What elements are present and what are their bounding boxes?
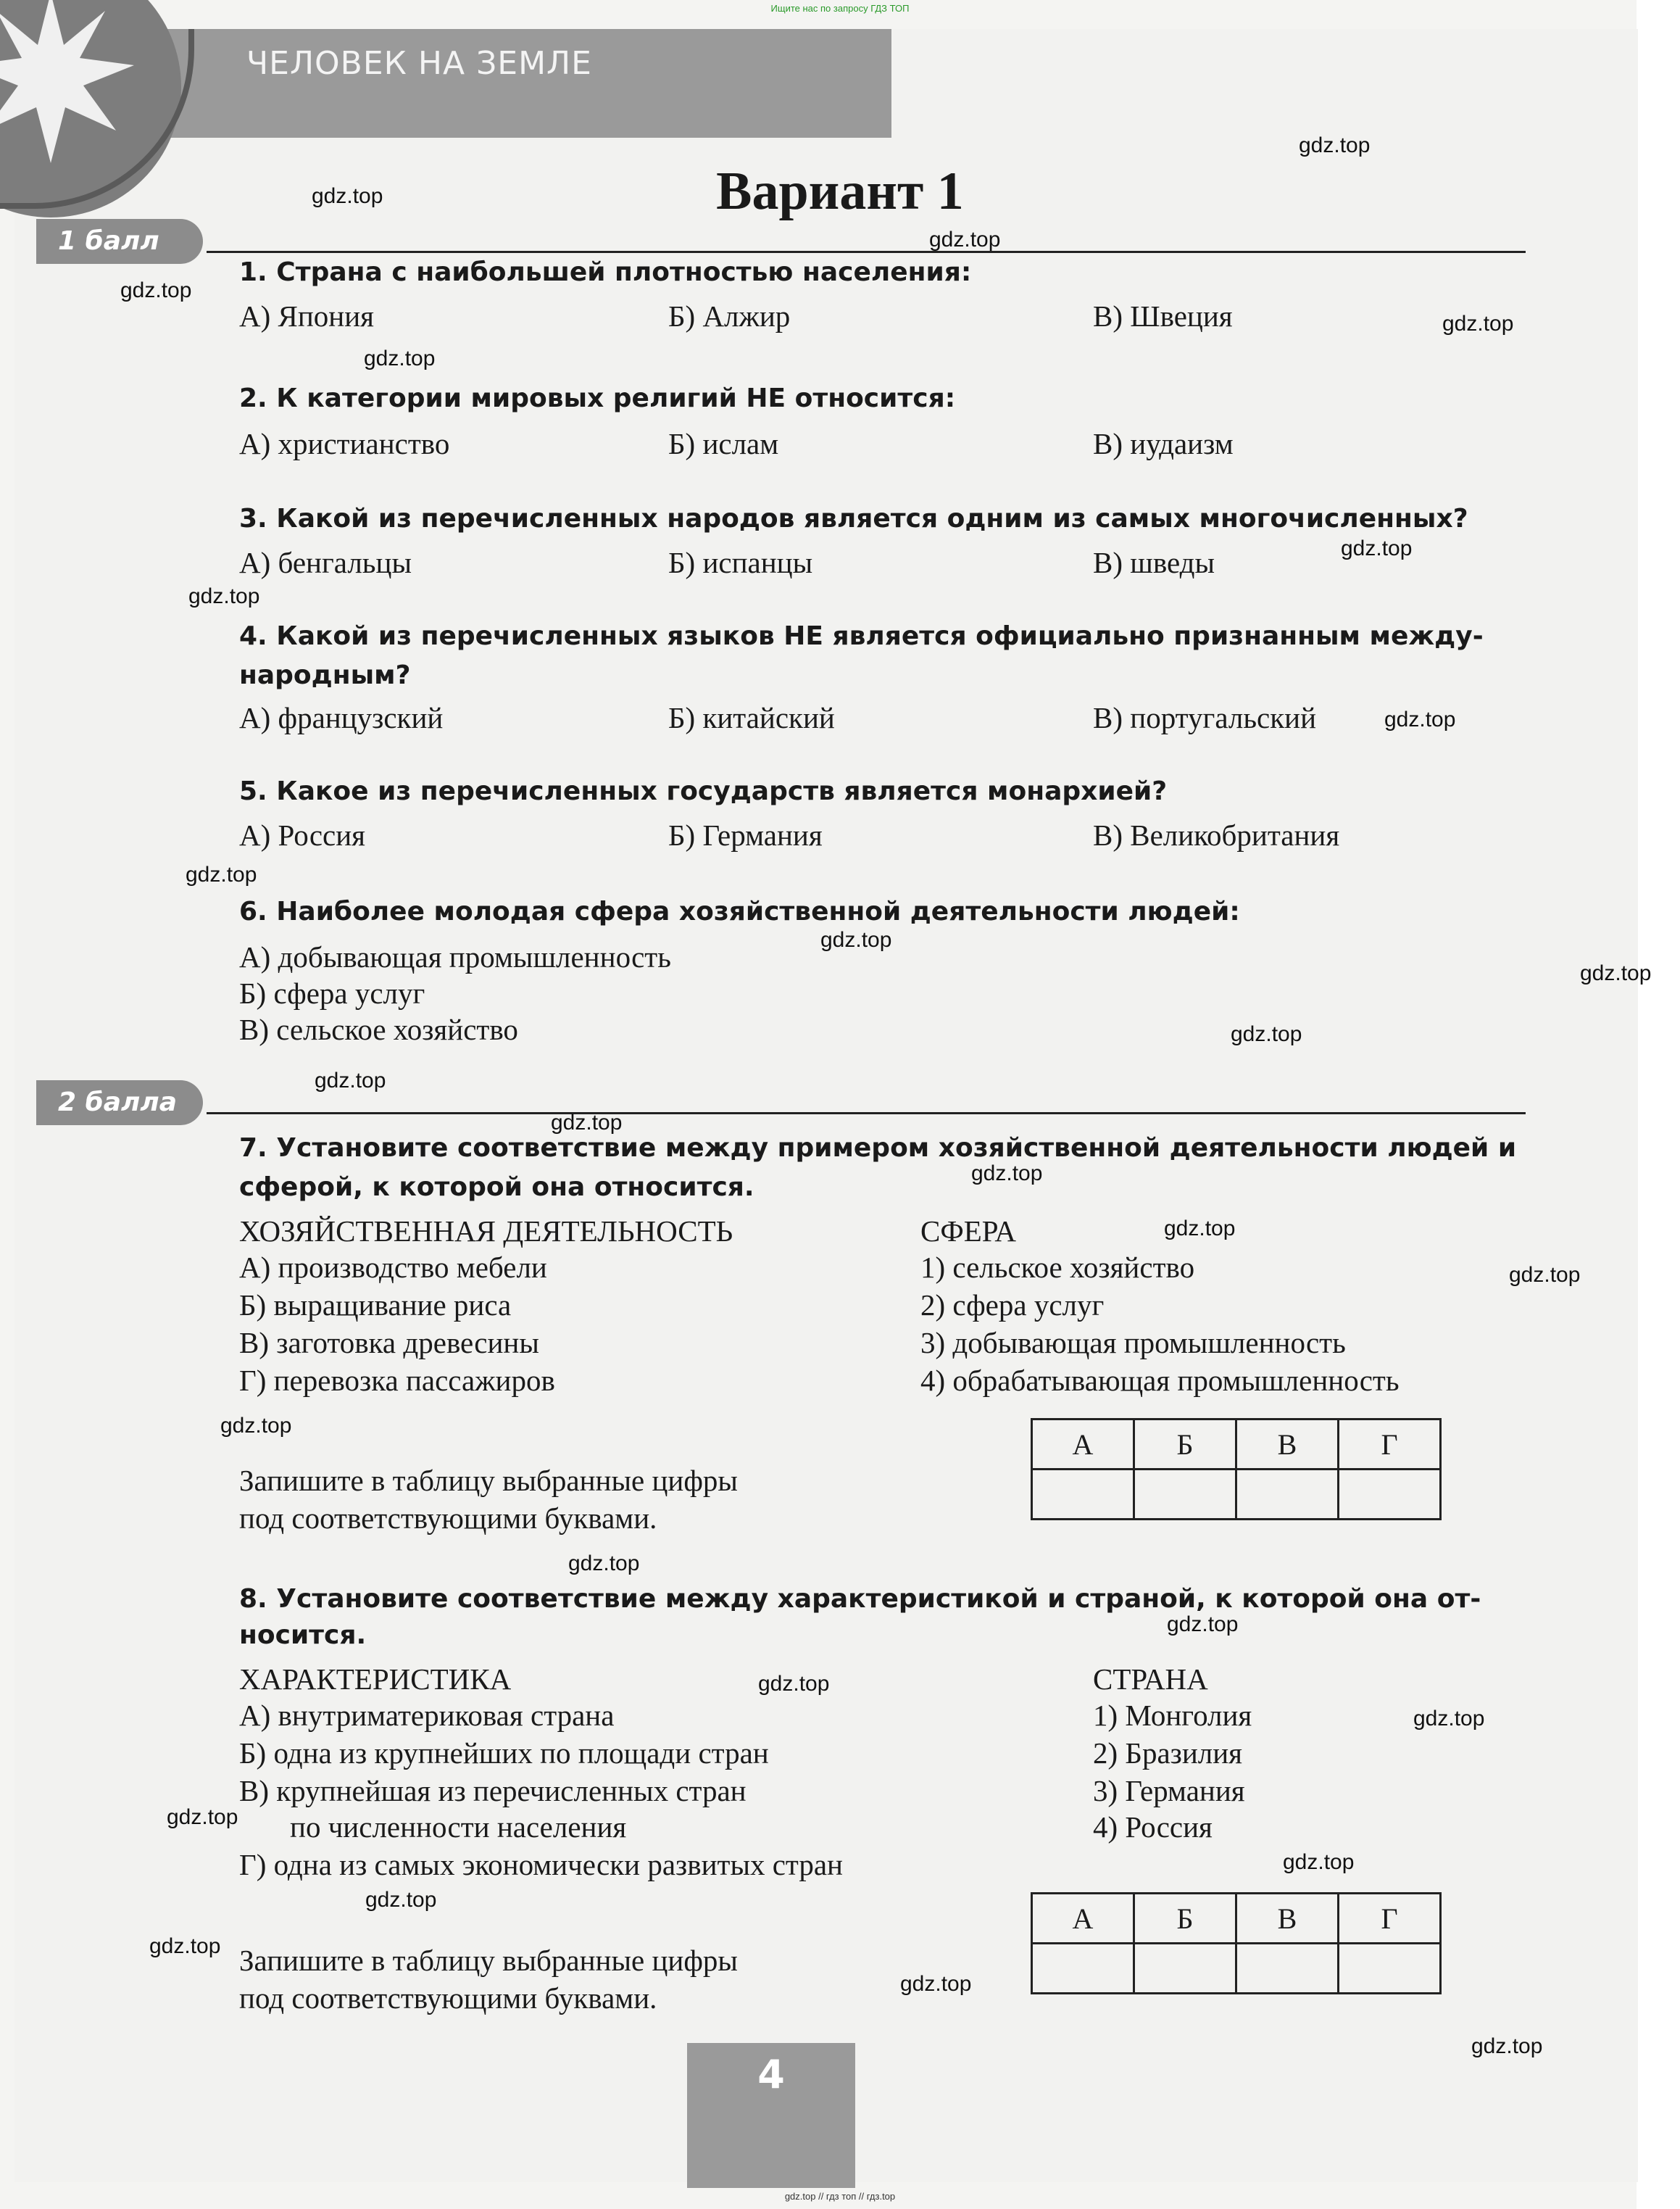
watermark: gdz.top <box>1283 1850 1355 1874</box>
question-number: 8. <box>239 1584 267 1614</box>
q8-left-item-cont: по численности населения <box>290 1810 627 1844</box>
q7-right-item: 1) сельское хозяйство <box>920 1251 1195 1284</box>
option-2a: А) христианство <box>239 427 450 460</box>
watermark: gdz.top <box>167 1805 238 1829</box>
answer-cell[interactable] <box>1134 1470 1236 1520</box>
question-4-text <box>239 618 1536 655</box>
option-4a: А) французский <box>239 701 444 734</box>
watermark: gdz.top <box>551 1111 623 1135</box>
page-number: 4 <box>757 2052 785 2097</box>
option-3c: В) шведы <box>1093 546 1215 579</box>
option-1a: А) Япония <box>239 299 375 333</box>
option-6c: В) сельское хозяйство <box>239 1013 518 1046</box>
watermark: gdz.top <box>929 228 1001 252</box>
q7-left-item: Г) перевозка пассажиров <box>239 1364 555 1397</box>
question-text: Установите соответствие между характеристикой и страной, к которой она от- <box>276 1584 1481 1614</box>
watermark: gdz.top <box>365 1888 437 1912</box>
watermark: gdz.top <box>120 278 192 302</box>
watermark: gdz.top <box>364 347 436 370</box>
watermark: gdz.top <box>900 1972 972 1996</box>
question-number: 5. <box>239 776 267 806</box>
watermark: gdz.top <box>315 1069 386 1093</box>
q8-instruction-cont: под соответствующими буквами. <box>239 1981 657 2015</box>
table-header-cell: Г <box>1339 1894 1441 1944</box>
q8-right-item: 3) Германия <box>1093 1774 1245 1807</box>
table-header-cell: Б <box>1134 1420 1236 1470</box>
q7-left-header: ХОЗЯЙСТВЕННАЯ ДЕЯТЕЛЬНОСТЬ <box>239 1214 733 1248</box>
question-1-text <box>239 254 1536 291</box>
q8-answer-table <box>1031 1892 1442 1994</box>
answer-cell[interactable] <box>1236 1944 1339 1994</box>
header-title: ЧЕЛОВЕК НА ЗЕМЛЕ <box>246 45 592 82</box>
watermark: gdz.top <box>1231 1022 1302 1046</box>
question-text: Какой из перечисленных языков НЕ является официально признанным между- <box>276 621 1484 651</box>
option-2b: Б) ислам <box>668 427 779 460</box>
page-edge <box>1637 0 1680 2209</box>
score-divider-2 <box>207 1112 1526 1114</box>
question-number: 7. <box>239 1133 267 1163</box>
option-1c: В) Швеция <box>1093 299 1233 333</box>
question-5-text <box>239 773 1536 811</box>
q8-left-item: А) внутриматериковая страна <box>239 1699 615 1732</box>
question-4-text-cont: народным? <box>239 660 411 690</box>
q7-instruction: Запишите в таблицу выбранные цифры <box>239 1464 738 1497</box>
table-header-cell: В <box>1236 1420 1339 1470</box>
table-header-cell: А <box>1032 1894 1134 1944</box>
answer-cell[interactable] <box>1032 1470 1134 1520</box>
question-number: 1. <box>239 257 267 287</box>
watermark: gdz.top <box>1471 2034 1543 2058</box>
option-6b: Б) сфера услуг <box>239 977 425 1010</box>
question-8-text-cont: носится. <box>239 1620 367 1650</box>
option-3b: Б) испанцы <box>668 546 813 579</box>
table-header-cell: Б <box>1134 1894 1236 1944</box>
question-number: 3. <box>239 504 267 534</box>
question-number: 4. <box>239 621 267 651</box>
q8-instruction: Запишите в таблицу выбранные цифры <box>239 1944 738 1977</box>
question-7-text-cont: сферой, к которой она относится. <box>239 1172 754 1202</box>
variant-title: Вариант 1 <box>716 162 964 221</box>
watermark: gdz.top <box>1167 1612 1239 1636</box>
option-4b: Б) китайский <box>668 701 835 734</box>
q7-answer-table <box>1031 1418 1442 1520</box>
q8-left-item: В) крупнейшая из перечисленных стран <box>239 1774 747 1807</box>
question-text: Страна с наибольшей плотностью населения: <box>276 257 972 287</box>
option-5a: А) Россия <box>239 818 366 852</box>
q8-left-header: ХАРАКТЕРИСТИКА <box>239 1662 512 1696</box>
q8-right-item: 1) Монголия <box>1093 1699 1252 1732</box>
table-header-cell: А <box>1032 1420 1134 1470</box>
q7-right-item: 4) обрабатывающая промышленность <box>920 1364 1400 1397</box>
option-2c: В) иудаизм <box>1093 427 1234 460</box>
score-badge-1: 1 балл <box>36 219 203 264</box>
question-text: Установите соответствие между примером хозяйственной деятельности людей и <box>276 1133 1517 1163</box>
q7-right-header: СФЕРА <box>920 1214 1016 1248</box>
watermark: gdz.top <box>1341 536 1413 560</box>
q8-right-item: 4) Россия <box>1093 1810 1213 1844</box>
question-2-text <box>239 380 1536 418</box>
score-divider-1 <box>207 251 1526 253</box>
question-7-text <box>239 1130 1536 1167</box>
table-header-cell: В <box>1236 1894 1339 1944</box>
q7-left-item: Б) выращивание риса <box>239 1288 512 1322</box>
answer-cell[interactable] <box>1134 1944 1236 1994</box>
watermark: gdz.top <box>1580 961 1652 985</box>
question-text: Какое из перечисленных государств является монархией? <box>276 776 1168 806</box>
option-4c: В) португальский <box>1093 701 1317 734</box>
q8-left-item: Б) одна из крупнейших по площади стран <box>239 1736 769 1770</box>
answer-cell[interactable] <box>1339 1944 1441 1994</box>
watermark: gdz.top <box>568 1551 640 1575</box>
option-5b: Б) Германия <box>668 818 823 852</box>
q8-right-header: СТРАНА <box>1093 1662 1208 1696</box>
question-number: 2. <box>239 384 267 413</box>
watermark: gdz.top <box>1413 1707 1485 1731</box>
watermark: gdz.top <box>1384 708 1456 732</box>
top-note: Ищите нас по запросу ГДЗ ТОП <box>770 3 910 14</box>
q8-right-item: 2) Бразилия <box>1093 1736 1243 1770</box>
question-text: Какой из перечисленных народов является одним из самых многочисленных? <box>276 504 1468 534</box>
q8-left-item: Г) одна из самых экономически развитых стран <box>239 1848 843 1881</box>
option-6a: А) добывающая промышленность <box>239 940 671 974</box>
watermark: gdz.top <box>1442 312 1514 336</box>
watermark: gdz.top <box>971 1161 1043 1185</box>
watermark: gdz.top <box>188 584 260 608</box>
score-badge-2: 2 балла <box>36 1080 203 1125</box>
option-1b: Б) Алжир <box>668 299 791 333</box>
watermark: gdz.top <box>758 1672 830 1696</box>
watermark: gdz.top <box>312 184 383 208</box>
watermark: gdz.top <box>220 1414 292 1438</box>
option-5c: В) Великобритания <box>1093 818 1340 852</box>
watermark: gdz.top <box>1299 133 1371 157</box>
answer-cell[interactable] <box>1032 1944 1134 1994</box>
option-3a: А) бенгальцы <box>239 546 412 579</box>
question-text: Наиболее молодая сфера хозяйственной деятельности людей: <box>276 897 1240 927</box>
question-8-text <box>239 1580 1536 1618</box>
question-3-text <box>239 500 1536 538</box>
table-header-cell: Г <box>1339 1420 1441 1470</box>
watermark: gdz.top <box>1509 1263 1581 1287</box>
answer-cell[interactable] <box>1236 1470 1339 1520</box>
watermark: gdz.top <box>149 1934 221 1958</box>
question-text: К категории мировых религий НЕ относится: <box>276 384 956 413</box>
q7-left-item: В) заготовка древесины <box>239 1326 539 1359</box>
watermark: gdz.top <box>1164 1217 1236 1240</box>
bottom-note: gdz.top // гдз топ // гдз.top <box>784 2191 896 2202</box>
question-number: 6. <box>239 897 267 927</box>
answer-cell[interactable] <box>1339 1470 1441 1520</box>
q7-right-item: 3) добывающая промышленность <box>920 1326 1346 1359</box>
question-6-text <box>239 893 1536 931</box>
q7-instruction-cont: под соответствующими буквами. <box>239 1501 657 1535</box>
watermark: gdz.top <box>820 928 892 952</box>
q7-left-item: А) производство мебели <box>239 1251 547 1284</box>
watermark: gdz.top <box>186 863 257 887</box>
q7-right-item: 2) сфера услуг <box>920 1288 1105 1322</box>
